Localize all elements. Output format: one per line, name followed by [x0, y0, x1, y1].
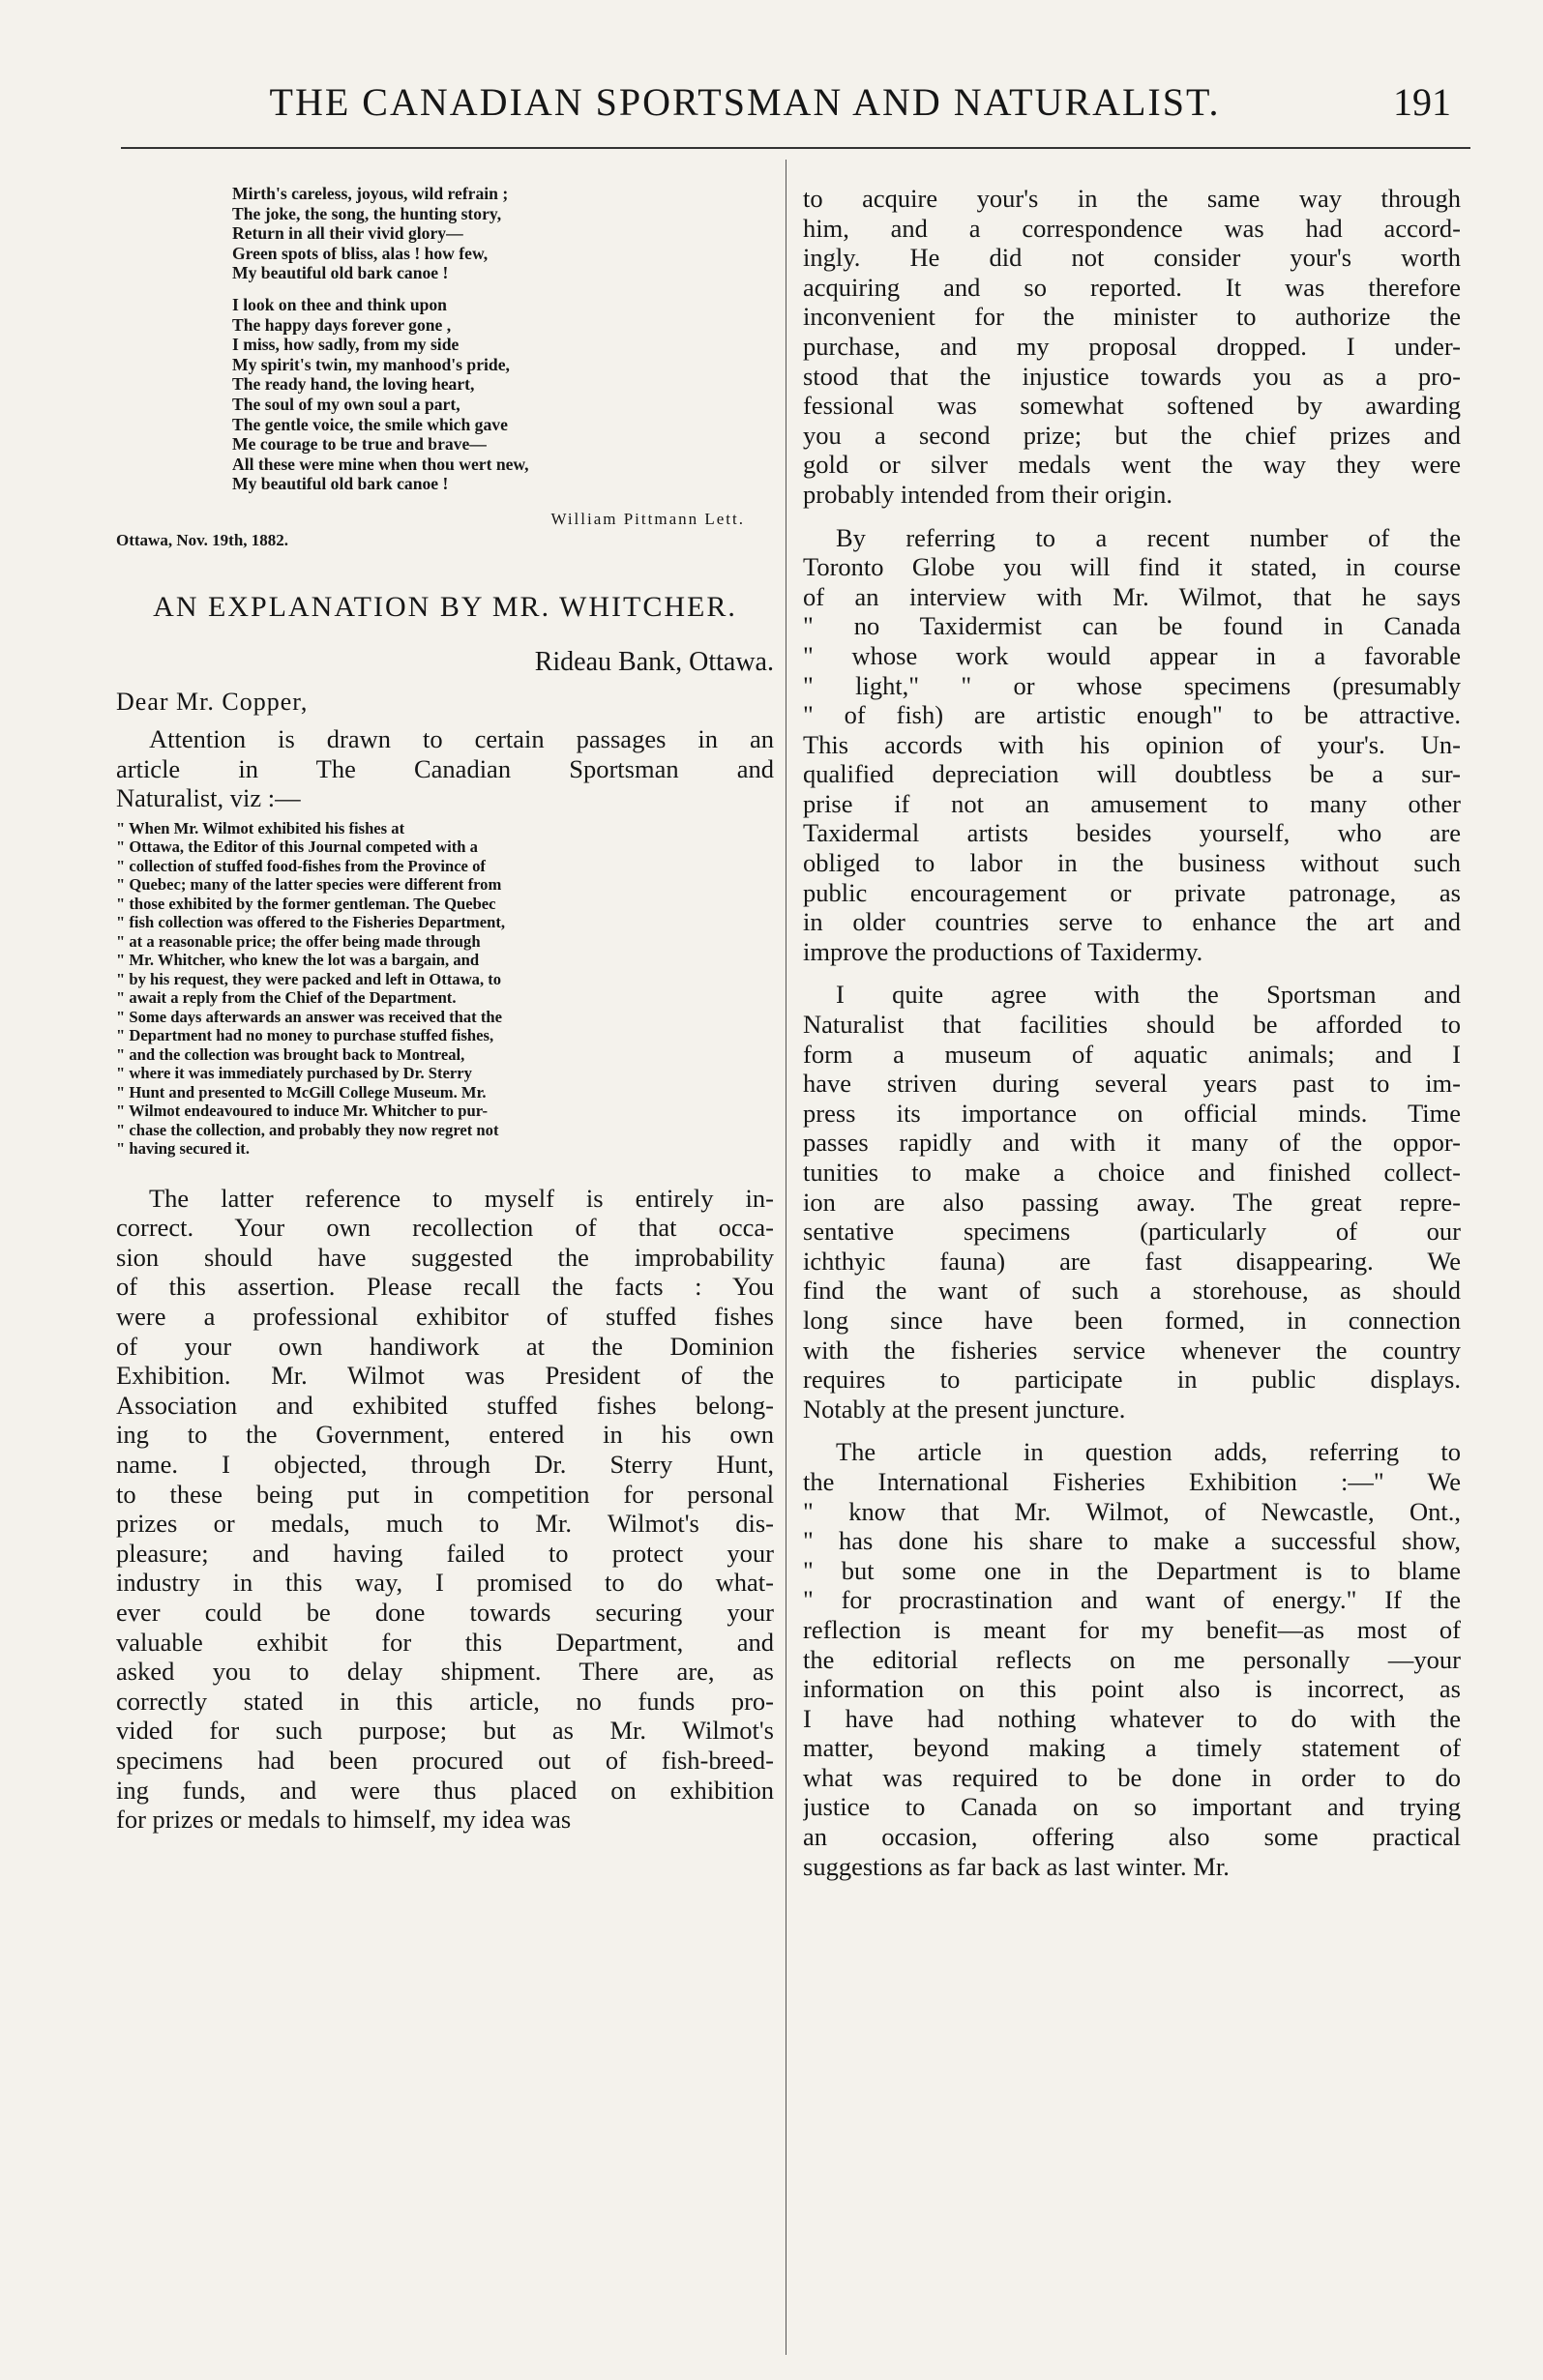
- text-line: ichthyic fauna) are fast disappearing. We: [803, 1246, 1461, 1276]
- text-line: inconvenient for the minister to authorize the: [803, 302, 1461, 332]
- poem-line: Green spots of bliss, alas ! how few,: [232, 243, 489, 263]
- text-line: acquiring and so reported. It was therefore: [803, 272, 1461, 302]
- text-line: " Quebec; many of the latter species were different from: [116, 875, 502, 895]
- text-line: of your own handiwork at the Dominion: [116, 1331, 774, 1361]
- text-line: ing to the Government, entered in his own: [116, 1420, 774, 1450]
- text-line: valuable exhibit for this Department, and: [116, 1627, 774, 1657]
- poem-line: The soul of my own soul a part,: [232, 394, 460, 414]
- text-line: " Some days afterwards an answer was received that the: [116, 1007, 502, 1026]
- text-line: name. I objected, through Dr. Sterry Hunt,: [116, 1450, 774, 1480]
- text-line: justice to Canada on so important and trying: [803, 1792, 1461, 1822]
- poem-line: The gentle voice, the smile which gave: [232, 414, 508, 434]
- poem-line: Return in all their vivid glory—: [232, 223, 463, 244]
- poem-line: Mirth's careless, joyous, wild refrain ;: [232, 184, 509, 203]
- letter-salutation: Dear Mr. Copper,: [116, 687, 309, 716]
- text-line: pleasure; and having failed to protect your: [116, 1538, 774, 1568]
- text-line: ing funds, and were thus placed on exhibition: [116, 1775, 774, 1805]
- text-line: qualified depreciation will doubtless be a sur-: [803, 759, 1461, 789]
- text-line: " Wilmot endeavoured to induce Mr. Whitcher to pur-: [116, 1102, 488, 1121]
- text-line: to these being put in competition for personal: [116, 1479, 774, 1509]
- text-line: " no Taxidermist can be found in Canada: [803, 611, 1461, 641]
- text-line: " Hunt and presented to McGill College Museum. Mr.: [116, 1082, 487, 1102]
- text-line: industry in this way, I promised to do what-: [116, 1568, 774, 1598]
- text-line: " know that Mr. Wilmot, of Newcastle, Ont.,: [803, 1496, 1461, 1526]
- poem-line: The joke, the song, the hunting story,: [232, 203, 502, 223]
- text-line: were a professional exhibitor of stuffed fishes: [116, 1302, 774, 1332]
- text-line: The latter reference to myself is entirely in-: [149, 1183, 774, 1213]
- text-line: gold or silver medals went the way they were: [803, 450, 1461, 480]
- text-line: ion are also passing away. The great repre-: [803, 1187, 1461, 1217]
- text-line: obliged to labor in the business without such: [803, 848, 1461, 878]
- text-line: " light," " or whose specimens (presumably: [803, 670, 1461, 700]
- text-line: probably intended from their origin.: [803, 479, 1172, 509]
- right-paragraph-2: [803, 523, 1461, 967]
- text-line: information on this point also is incorrect, as: [803, 1674, 1461, 1704]
- text-line: requires to participate in public displays.: [803, 1365, 1461, 1395]
- page-number: 191: [1393, 80, 1451, 124]
- poem-line: My beautiful old bark canoe !: [232, 474, 449, 494]
- text-line: Exhibition. Mr. Wilmot was President of the: [116, 1361, 774, 1391]
- text-line: asked you to delay shipment. There are, as: [116, 1657, 774, 1687]
- right-paragraph-3: [803, 980, 1461, 1424]
- text-line: reflection is meant for my benefit—as most of: [803, 1614, 1461, 1644]
- text-line: have striven during several years past to im-: [803, 1069, 1461, 1099]
- text-line: suggestions as far back as last winter. Mr.: [803, 1851, 1230, 1881]
- text-line: sion should have suggested the improbability: [116, 1242, 774, 1272]
- text-line: I quite agree with the Sportsman and: [836, 980, 1461, 1010]
- right-paragraph-4: [803, 1437, 1461, 1881]
- right-paragraph-1: [803, 184, 1461, 510]
- left-body-paragraph: [116, 1184, 774, 1835]
- text-line: specimens had been procured out of fish-breed-: [116, 1745, 774, 1775]
- text-line: public encouragement or private patronage, as: [803, 877, 1461, 907]
- poem-line: The happy days forever gone ,: [232, 314, 452, 335]
- poem-line: My beautiful old bark canoe !: [232, 263, 449, 283]
- text-line: to acquire your's in the same way through: [803, 184, 1461, 213]
- text-line: " Department had no money to purchase stuffed fishes,: [116, 1026, 494, 1045]
- text-line: tunities to make a choice and finished collect-: [803, 1158, 1461, 1187]
- text-line: purchase, and my proposal dropped. I under-: [803, 331, 1461, 361]
- text-line: " When Mr. Wilmot exhibited his fishes at: [116, 818, 405, 837]
- text-line: him, and a correspondence was had accord-: [803, 213, 1461, 243]
- running-title: THE CANADIAN SPORTSMAN AND NATURALIST.: [269, 80, 1221, 124]
- text-line: " Mr. Whitcher, who knew the lot was a bargain, and: [116, 951, 480, 970]
- text-line: " whose work would appear in a favorable: [803, 640, 1461, 670]
- text-line: " and the collection was brought back to Montreal,: [116, 1044, 465, 1064]
- article-title: AN EXPLANATION BY MR. WHITCHER.: [153, 590, 737, 623]
- text-line: sentative specimens (particularly of our: [803, 1217, 1461, 1247]
- quoted-passage: [116, 819, 774, 1159]
- text-line: " fish collection was offered to the Fisheries Department,: [116, 913, 506, 932]
- text-line: ingly. He did not consider your's worth: [803, 243, 1461, 273]
- text-line: " having secured it.: [116, 1139, 250, 1159]
- text-line: in older countries serve to enhance the art and: [803, 907, 1461, 937]
- text-line: Naturalist, viz :—: [116, 783, 301, 813]
- text-line: article in The Canadian Sportsman and: [116, 753, 774, 783]
- text-line: stood that the injustice towards you as a pro-: [803, 361, 1461, 391]
- text-line: The article in question adds, referring to: [836, 1437, 1461, 1467]
- intro-paragraph: [116, 724, 774, 813]
- text-line: matter, beyond making a timely statement of: [803, 1733, 1461, 1763]
- text-line: prise if not an amusement to many other: [803, 788, 1461, 818]
- poem-line: My spirit's twin, my manhood's pride,: [232, 354, 510, 374]
- poem: [232, 184, 774, 494]
- poem-line: I look on thee and think upon: [232, 294, 447, 314]
- text-line: what was required to be done in order to do: [803, 1762, 1461, 1792]
- text-line: vided for such purpose; but as Mr. Wilmot's: [116, 1716, 774, 1746]
- text-line: prizes or medals, much to Mr. Wilmot's dis-: [116, 1509, 774, 1539]
- text-line: the editorial reflects on me personally —your: [803, 1644, 1461, 1674]
- text-line: Attention is drawn to certain passages in an: [149, 723, 774, 753]
- text-line: find the want of such a storehouse, as should: [803, 1276, 1461, 1306]
- text-line: form a museum of aquatic animals; and I: [803, 1039, 1461, 1069]
- poem-dateline: Ottawa, Nov. 19th, 1882.: [116, 530, 289, 549]
- poem-line: I miss, how sadly, from my side: [232, 335, 460, 355]
- text-line: " collection of stuffed food-fishes from the Province of: [116, 856, 486, 875]
- text-line: correct. Your own recollection of that occa-: [116, 1213, 774, 1243]
- text-line: for prizes or medals to himself, my idea was: [116, 1805, 572, 1835]
- text-line: correctly stated in this article, no funds pro-: [116, 1686, 774, 1716]
- text-line: I have had nothing whatever to do with the: [803, 1703, 1461, 1733]
- text-line: " chase the collection, and probably they now regret not: [116, 1120, 499, 1139]
- text-line: with the fisheries service whenever the country: [803, 1335, 1461, 1365]
- text-line: " at a reasonable price; the offer being made through: [116, 931, 481, 951]
- text-line: Taxidermal artists besides yourself, who are: [803, 818, 1461, 848]
- letter-address: Rideau Bank, Ottawa.: [534, 646, 774, 677]
- text-line: " Ottawa, the Editor of this Journal competed with a: [116, 837, 478, 857]
- text-line: long since have been formed, in connection: [803, 1305, 1461, 1335]
- left-column: [116, 184, 774, 1835]
- text-line: Naturalist that facilities should be afforded to: [803, 1010, 1461, 1040]
- text-line: of an interview with Mr. Wilmot, that he says: [803, 581, 1461, 611]
- text-line: " of fish) are artistic enough" to be attractive.: [803, 700, 1461, 730]
- text-line: " those exhibited by the former gentleman. The Quebec: [116, 894, 496, 913]
- text-line: you a second prize; but the chief prizes and: [803, 420, 1461, 450]
- text-line: passes rapidly and with it many of the oppor-: [803, 1128, 1461, 1158]
- text-line: an occasion, offering also some practical: [803, 1822, 1461, 1852]
- text-line: press its importance on official minds. Time: [803, 1098, 1461, 1128]
- right-column: [803, 184, 1461, 1881]
- text-line: of this assertion. Please recall the facts : You: [116, 1272, 774, 1302]
- header-rule: [121, 147, 1470, 149]
- text-line: Toronto Globe you will find it stated, in course: [803, 552, 1461, 582]
- text-line: " but some one in the Department is to blame: [803, 1555, 1461, 1585]
- text-line: " by his request, they were packed and left in Ottawa, to: [116, 969, 502, 988]
- text-line: This accords with his opinion of your's. Un-: [803, 729, 1461, 759]
- poem-attribution: William Pittmann Lett.: [550, 509, 745, 528]
- text-line: ever could be done towards securing your: [116, 1598, 774, 1627]
- poem-line: Me courage to be true and brave—: [232, 434, 487, 455]
- text-line: " await a reply from the Chief of the Department.: [116, 988, 457, 1008]
- text-line: the International Fisheries Exhibition :—" We: [803, 1466, 1461, 1496]
- text-line: By referring to a recent number of the: [836, 522, 1461, 552]
- poem-stanza-2: [232, 295, 774, 494]
- text-line: " has done his share to make a successful show,: [803, 1526, 1461, 1556]
- text-line: " where it was immediately purchased by Dr. Sterry: [116, 1064, 472, 1083]
- page-header: [116, 79, 1461, 137]
- poem-line: All these were mine when thou wert new,: [232, 454, 529, 474]
- text-line: Association and exhibited stuffed fishes belong-: [116, 1390, 774, 1420]
- text-line: " for procrastination and want of energy." If the: [803, 1585, 1461, 1615]
- text-line: fessional was somewhat softened by awarding: [803, 391, 1461, 421]
- text-line: Notably at the present juncture.: [803, 1394, 1126, 1424]
- poem-stanza-1: [232, 184, 774, 283]
- text-line: improve the productions of Taxidermy.: [803, 936, 1203, 966]
- poem-line: The ready hand, the loving heart,: [232, 374, 475, 395]
